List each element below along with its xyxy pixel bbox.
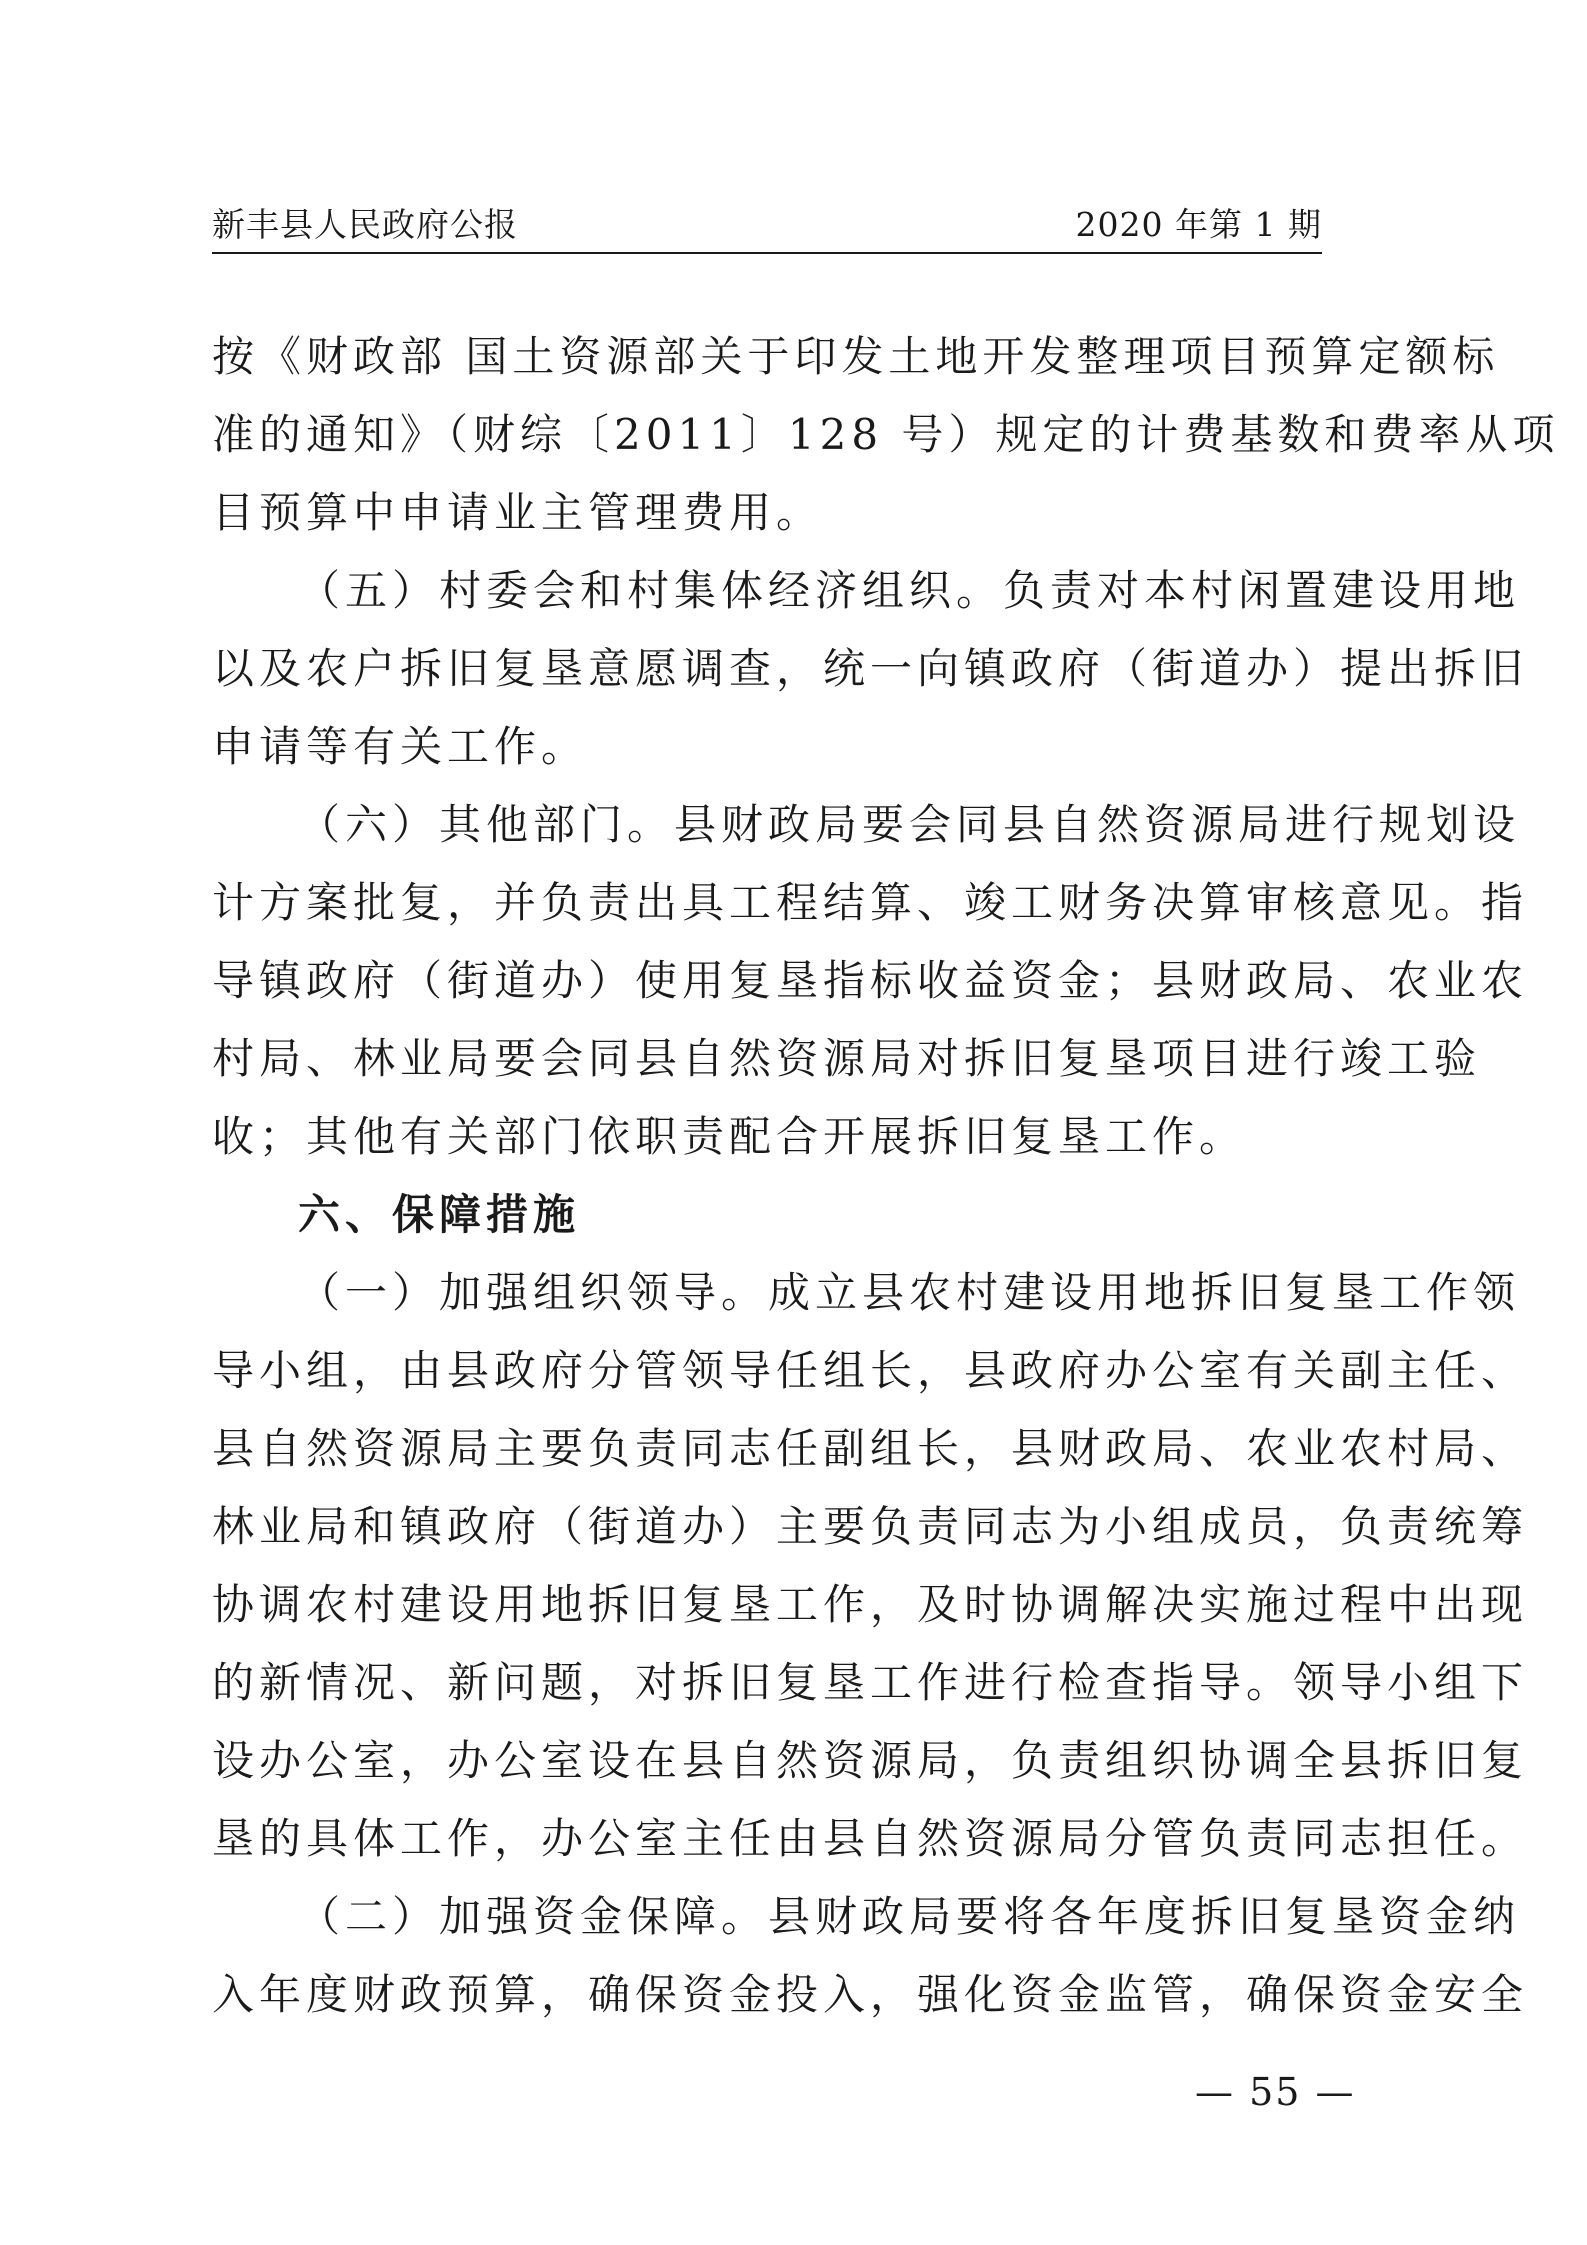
text-line: （五）村委会和村集体经济组织。负责对本村闲置建设用地 [298, 566, 1521, 615]
text-line: （六）其他部门。县财政局要会同县自然资源局进行规划设 [298, 800, 1521, 849]
text-line: 的新情况、新问题，对拆旧复垦工作进行检查指导。领导小组下 [212, 1658, 1529, 1707]
paragraph-continuation [212, 318, 1560, 552]
paragraph-organization-leadership [212, 1254, 1529, 1878]
paragraph-village-committee [212, 552, 1529, 786]
text-line: 设办公室，办公室设在县自然资源局，负责组织协调全县拆旧复 [212, 1736, 1529, 1785]
text-line: 入年度财政预算，确保资金投入，强化资金监管，确保资金安全 [212, 1970, 1529, 2019]
section-heading-safeguards [212, 1176, 1392, 1254]
text-line: 申请等有关工作。 [212, 722, 589, 771]
text-line: 导镇政府（街道办）使用复垦指标收益资金；县财政局、农业农 [212, 956, 1529, 1005]
paragraph-other-departments [212, 786, 1529, 1176]
text-line: 导小组，由县政府分管领导任组长，县政府办公室有关副主任、 [212, 1346, 1529, 1395]
text-line: 村局、林业局要会同县自然资源局对拆旧复垦项目进行竣工验 [212, 1034, 1482, 1083]
text-line: 计方案批复，并负责出具工程结算、竣工财务决算审核意见。指 [212, 878, 1529, 927]
text-line: （二）加强资金保障。县财政局要将各年度拆旧复垦资金纳 [298, 1892, 1521, 1941]
text-line: 收；其他有关部门依职责配合开展拆旧复垦工作。 [212, 1112, 1247, 1161]
text-line: 林业局和镇政府（街道办）主要负责同志为小组成员，负责统筹 [212, 1502, 1529, 1551]
paragraph-funding-guarantee [212, 1878, 1529, 2034]
text-line: （一）加强组织领导。成立县农村建设用地拆旧复垦工作领 [298, 1268, 1521, 1317]
text-line: 以及农户拆旧复垦意愿调查，统一向镇政府（街道办）提出拆旧 [212, 644, 1529, 693]
text-line: 县自然资源局主要负责同志任副组长，县财政局、农业农村局、 [212, 1424, 1529, 1473]
text-line: 准的通知》（财综〔2011〕128 号）规定的计费基数和费率从项 [212, 410, 1560, 459]
document-body [212, 318, 1560, 2034]
section-heading: 六、保障措施 [298, 1190, 581, 1239]
issue-label: 2020 年第 1 期 [1075, 205, 1322, 244]
publication-title: 新丰县人民政府公报 [212, 205, 518, 244]
text-line: 目预算中申请业主管理费用。 [212, 488, 824, 537]
running-header [212, 200, 1322, 254]
text-line: 按《财政部 国土资源部关于印发土地开发整理项目预算定额标 [212, 332, 1500, 381]
text-line: 协调农村建设用地拆旧复垦工作，及时协调解决实施过程中出现 [212, 1580, 1529, 1629]
page-number: — 55 — [1195, 2070, 1356, 2114]
text-line: 垦的具体工作，办公室主任由县自然资源局分管负责同志担任。 [212, 1814, 1529, 1863]
